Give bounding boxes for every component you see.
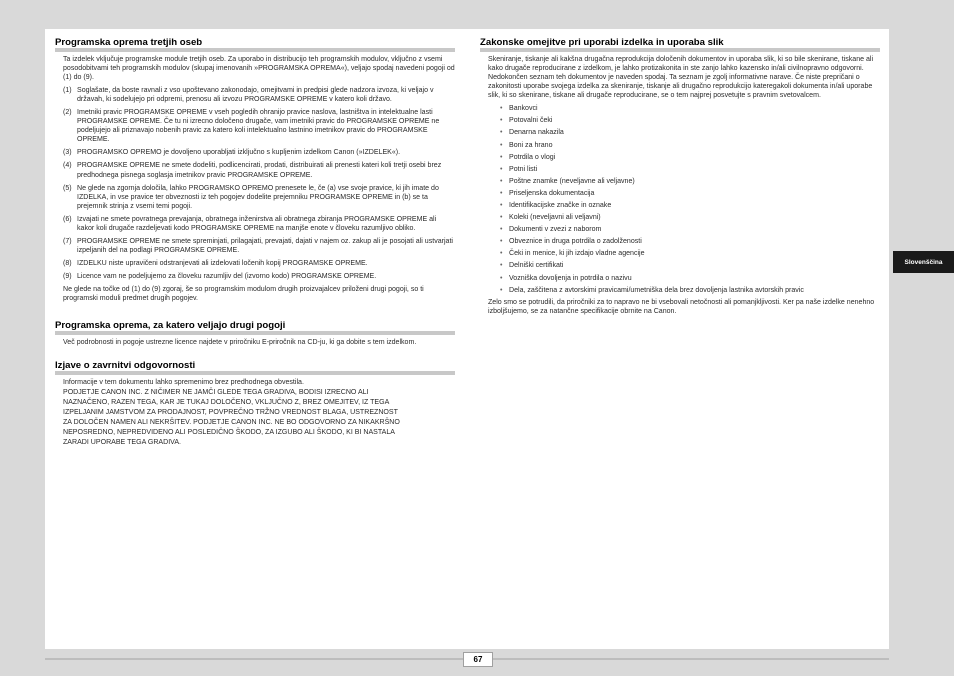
term-item: [55, 237, 455, 255]
list-item: [500, 141, 880, 150]
list-item: [500, 189, 880, 198]
list-item-text: Potrdila o vlogi: [509, 153, 556, 161]
term-number: (4): [63, 162, 72, 170]
bullet-icon: •: [500, 250, 503, 258]
list-item-text: Dokumenti v zvezi z naborom: [509, 226, 602, 234]
bullet-icon: •: [500, 262, 503, 270]
term-text: PROGRAMSKO OPREMO je dovoljeno uporabljati izključno s kupljenim izdelkom Canon (»IZDELEK«).: [77, 149, 401, 157]
list-item-text: Priseljenska dokumentacija: [509, 189, 595, 197]
bullet-icon: •: [500, 165, 503, 173]
disclaimer-heading: Izjave o zavrnitvi odgovornosti: [55, 360, 455, 375]
list-item-text: Vozniška dovoljenja in potrdila o nazivu: [509, 274, 632, 282]
term-number: (5): [63, 184, 72, 192]
term-item: [55, 184, 455, 211]
list-item: [500, 104, 880, 113]
bullet-icon: •: [500, 226, 503, 234]
term-item: [55, 161, 455, 179]
list-item: [500, 261, 880, 270]
disclaimer-line: NEPOSREDNO, NEPREDVIDENO ALI POSLEDIČNO ŠKODO, ZA IZGUBO ALI ŠKODO, KI BI NASTALA: [63, 429, 395, 437]
term-text: Soglašate, da boste ravnali z vso upoštevano zakonodajo, omejitvami in predpisi glede nadzora izvoza, ki veljajo v državah, ki sodelujejo pri odpremi, prenosu ali izvozu PROGRAMSKE OPREME v katero koli državo.: [77, 87, 434, 104]
term-item: [55, 259, 455, 268]
list-item: [500, 274, 880, 283]
bullet-icon: •: [500, 141, 503, 149]
term-text: Imetniki pravic PROGRAMSKE OPREME v vseh pogledih ohranijo pravice naslova, lastništva in intelektualne lasti PROGRAMSKE OPREME. Če tu ni izrecno določeno drugače, vam imetniki pravic do PROGRAMSKE OPREME ne podeljujejo ali priznavajo nobenih pravic za katero koli intelektualno lastnino imetnikov pravic do PROGRAMSKE OPREME.: [77, 109, 440, 144]
page-number: 67: [463, 652, 493, 667]
list-item-text: Delniški certifikati: [509, 262, 564, 270]
list-item: [500, 213, 880, 222]
right-column: [480, 37, 880, 320]
list-item-text: Denarna nakazila: [509, 129, 564, 137]
term-number: (9): [63, 272, 72, 280]
list-item: [500, 201, 880, 210]
term-text: PROGRAMSKE OPREME ne smete dodeliti, podlicencirati, prodati, distribuirati ali prenesti kateri koli tretji osebi brez predhodnega pisnega soglasja imetnikov pravic PROGRAMSKE OPREME.: [77, 162, 442, 179]
bullet-icon: •: [500, 153, 503, 161]
legal-limits-intro: Skeniranje, tiskanje ali kakšna drugačna reprodukcija določenih dokumentov in uporaba slik, ki so bile skenirane, tiskane ali kako drugače reproducirane z izdelkom, je lahko protizakonita in ste zanjo lahko kazensko in/ali civilnopravno odgovorni. Nedokončen seznam teh dokumentov je naveden spodaj. Ta seznam je zgolj informativne narave. Če niste prepričani o zakonitosti uporabe svojega izdelka za skeniranje, tiskanje ali drugačno reprodukcijo kateregakoli dokumenta in/ali uporabe slik, ki so skenirane, tiskane ali drugače reproducirane, se o tem najprej posvetujte s pravnim svetovalcem.: [488, 56, 874, 100]
term-item: [55, 215, 455, 233]
bullet-icon: •: [500, 189, 503, 197]
bullet-icon: •: [500, 177, 503, 185]
list-item-text: Potni listi: [509, 165, 538, 173]
software-conditions-text: Več podrobnosti in pogoje ustrezne licence najdete v priročniku E-priročnik na CD-ju, ki ga dobite s tem izdelkom.: [63, 339, 417, 347]
term-number: (7): [63, 237, 72, 245]
list-item-text: Koleki (neveljavni ali veljavni): [509, 214, 601, 222]
list-item: [500, 153, 880, 162]
terms-list: [55, 86, 455, 281]
third-party-intro: Ta izdelek vključuje programske module tretjih oseb. Za uporabo in distribucijo teh programskih modulov, vključno z vsemi posodobitvami teh programskih modulov (skupaj imenovanih »PROGRAMSKA OPREMA«), veljajo spodaj navedeni pogoji od (1) do (9).: [63, 56, 455, 82]
bullet-icon: •: [500, 286, 503, 294]
language-tab[interactable]: Slovenščina: [893, 251, 954, 273]
term-number: (3): [63, 149, 72, 157]
bullet-icon: •: [500, 201, 503, 209]
term-text: Ne glede na zgornja določila, lahko PROGRAMSKO OPREMO prenesete le, če (a) vse svoje pravice, ki jih imate do IZDELKA, in vse pravice ter obveznosti iz teh pogojev dodelite prejemniku PROGRAMSKE OPREME in (b) se ta prejemnik strinja z vsemi temi pogoji.: [77, 184, 439, 210]
term-number: (6): [63, 215, 72, 223]
disclaimer-line: ZA DOLOČEN NAMEN ALI NEKRŠITEV. PODJETJE CANON INC. NE BO ODGOVORNO ZA NIKAKRŠNO: [63, 419, 400, 427]
disclaimer-line: IZPELJANIM JAMSTVOM ZA PRODAJNOST, POVPREČNO TRŽNO VREDNOST BLAGA, USTREZNOST: [63, 409, 398, 417]
list-item-text: Identifikacijske značke in oznake: [509, 201, 612, 209]
disclaimer-line: PODJETJE CANON INC. Z NIČIMER NE JAMČI GLEDE TEGA GRADIVA, BODISI IZRECNO ALI: [63, 389, 369, 397]
list-item: [500, 286, 880, 295]
list-item-text: Potovalni čeki: [509, 117, 553, 125]
list-item-text: Dela, zaščitena z avtorskimi pravicami/umetniška dela brez dovoljenja lastnika avtorskih pravic: [509, 286, 804, 294]
disclaimer-text: [55, 378, 455, 448]
legal-limits-heading: Zakonske omejitve pri uporabi izdelka in uporaba slik: [480, 37, 880, 52]
list-item: [500, 237, 880, 246]
list-item: [500, 128, 880, 137]
left-column: [55, 37, 455, 448]
list-item-text: Obveznice in druga potrdila o zadolženosti: [509, 238, 642, 246]
list-item: [500, 225, 880, 234]
list-item: [500, 177, 880, 186]
term-item: [55, 108, 455, 144]
list-item: [500, 165, 880, 174]
list-item: [500, 249, 880, 258]
bullet-icon: •: [500, 274, 503, 282]
restricted-documents-list: [480, 104, 880, 294]
software-conditions-heading: Programska oprema, za katero veljajo drugi pogoji: [55, 320, 455, 335]
document-page: [45, 29, 889, 649]
term-text: Izvajati ne smete povratnega prevajanja, obratnega inženirstva ali obratnega zbiranja PROGRAMSKE OPREME ali kakor koli drugače razdeljevati kodo PROGRAMSKE OPREME na manjše enote v človeku razumljivo obliko.: [77, 215, 437, 232]
term-number: (1): [63, 87, 72, 95]
term-item: [55, 272, 455, 281]
third-party-closing: Ne glede na točke od (1) do (9) zgoraj, še so programskim modulom drugih proizvajalcev priloženi drugi pogoji, so ti programski moduli predmet drugih pogojev.: [63, 285, 424, 303]
bullet-icon: •: [500, 105, 503, 113]
third-party-heading: Programska oprema tretjih oseb: [55, 37, 455, 52]
bullet-icon: •: [500, 117, 503, 125]
bullet-icon: •: [500, 129, 503, 137]
term-number: (8): [63, 259, 72, 267]
term-text: Licence vam ne podeljujemo za človeku razumljiv del (izvorno kodo) PROGRAMSKE OPREME.: [77, 272, 377, 280]
disclaimer-line: ZARADI UPORABE TEGA GRADIVA.: [63, 439, 181, 447]
term-text: IZDELKU niste upravičeni odstranjevati ali izdelovati ločenih kopij PROGRAMSKE OPREME.: [77, 259, 368, 267]
term-number: (2): [63, 109, 72, 117]
bullet-icon: •: [500, 214, 503, 222]
term-item: [55, 86, 455, 104]
list-item-text: Boni za hrano: [509, 141, 553, 149]
disclaimer-line: Informacije v tem dokumentu lahko spremenimo brez predhodnega obvestila.: [63, 379, 304, 387]
list-item-text: Čeki in menice, ki jih izdajo vladne agencije: [509, 250, 645, 258]
list-item: [500, 116, 880, 125]
list-item-text: Poštne znamke (neveljavne ali veljavne): [509, 177, 635, 185]
disclaimer-line: NAZNAČENO, RAZEN TEGA, KAR JE TUKAJ DOLOČENO, VKLJUČNO Z, BREZ OMEJITEV, IZ TEGA: [63, 399, 390, 407]
term-text: PROGRAMSKE OPREME ne smete spreminjati, prilagajati, prevajati, dajati v najem oz. zakup ali je posojati ali ustvarjati izpeljanih del na podlagi PROGRAMSKE OPREME.: [77, 237, 453, 254]
bullet-icon: •: [500, 238, 503, 246]
list-item-text: Bankovci: [509, 105, 538, 113]
legal-limits-closing: Zelo smo se potrudili, da priročniki za to napravo ne bi vsebovali netočnosti ali pomanjkljivosti. Ker pa naše izdelke nenehno izboljšujemo, se za natančne specifikacije obrnite na Canon.: [488, 298, 875, 315]
term-item: [55, 148, 455, 157]
